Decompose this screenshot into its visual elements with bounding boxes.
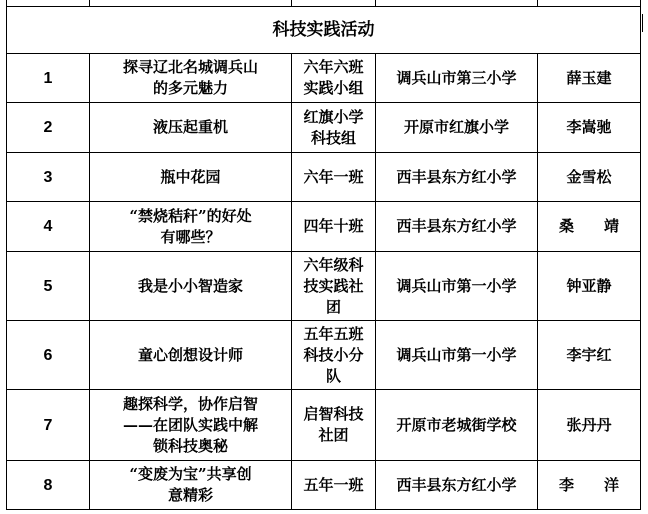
section-title: 科技实践活动 bbox=[7, 7, 641, 54]
school-name: 调兵山市第一小学 bbox=[376, 321, 538, 390]
activity-name: 童心创想设计师 bbox=[90, 321, 292, 390]
school-name: 调兵山市第一小学 bbox=[376, 252, 538, 321]
section-header-row bbox=[7, 7, 641, 54]
teacher-name: 桑 靖 bbox=[538, 202, 641, 252]
margin-rule bbox=[642, 14, 643, 32]
teacher-name: 金雪松 bbox=[538, 153, 641, 202]
row-number: 8 bbox=[7, 461, 90, 510]
school-name: 西丰县东方红小学 bbox=[376, 461, 538, 510]
group-name: 六年六班 实践小组 bbox=[292, 54, 376, 103]
activity-name: “变废为宝”共享创 意精彩 bbox=[90, 461, 292, 510]
teacher-name: 薛玉建 bbox=[538, 54, 641, 103]
group-name: 四年十班 bbox=[292, 202, 376, 252]
table-row bbox=[7, 153, 641, 202]
activity-name: 瓶中花园 bbox=[90, 153, 292, 202]
activity-name: 趣探科学，协作启智 ——在团队实践中解 锁科技奥秘 bbox=[90, 390, 292, 461]
group-name: 六年一班 bbox=[292, 153, 376, 202]
teacher-name: 李嵩驰 bbox=[538, 103, 641, 153]
row-number: 6 bbox=[7, 321, 90, 390]
activity-name: 我是小小智造家 bbox=[90, 252, 292, 321]
row-number: 2 bbox=[7, 103, 90, 153]
teacher-name: 张丹丹 bbox=[538, 390, 641, 461]
school-name: 开原市老城街学校 bbox=[376, 390, 538, 461]
table-row bbox=[7, 252, 641, 321]
row-number: 7 bbox=[7, 390, 90, 461]
school-name: 西丰县东方红小学 bbox=[376, 202, 538, 252]
school-name: 调兵山市第三小学 bbox=[376, 54, 538, 103]
activity-name: 探寻辽北名城调兵山 的多元魅力 bbox=[90, 54, 292, 103]
table-row bbox=[7, 461, 641, 510]
school-name: 西丰县东方红小学 bbox=[376, 153, 538, 202]
group-name: 五年五班 科技小分 队 bbox=[292, 321, 376, 390]
activity-table bbox=[6, 0, 641, 510]
row-number: 4 bbox=[7, 202, 90, 252]
group-name: 六年级科 技实践社 团 bbox=[292, 252, 376, 321]
table-row bbox=[7, 390, 641, 461]
row-number: 3 bbox=[7, 153, 90, 202]
teacher-name: 钟亚静 bbox=[538, 252, 641, 321]
group-name: 红旗小学 科技组 bbox=[292, 103, 376, 153]
table-row bbox=[7, 202, 641, 252]
activity-name: 液压起重机 bbox=[90, 103, 292, 153]
group-name: 五年一班 bbox=[292, 461, 376, 510]
teacher-name: 李宇红 bbox=[538, 321, 641, 390]
table-row bbox=[7, 103, 641, 153]
table-row bbox=[7, 321, 641, 390]
table-row bbox=[7, 54, 641, 103]
activity-name: “禁烧秸秆”的好处 有哪些？ bbox=[90, 202, 292, 252]
row-number: 1 bbox=[7, 54, 90, 103]
row-number: 5 bbox=[7, 252, 90, 321]
teacher-name: 李 洋 bbox=[538, 461, 641, 510]
school-name: 开原市红旗小学 bbox=[376, 103, 538, 153]
group-name: 启智科技 社团 bbox=[292, 390, 376, 461]
